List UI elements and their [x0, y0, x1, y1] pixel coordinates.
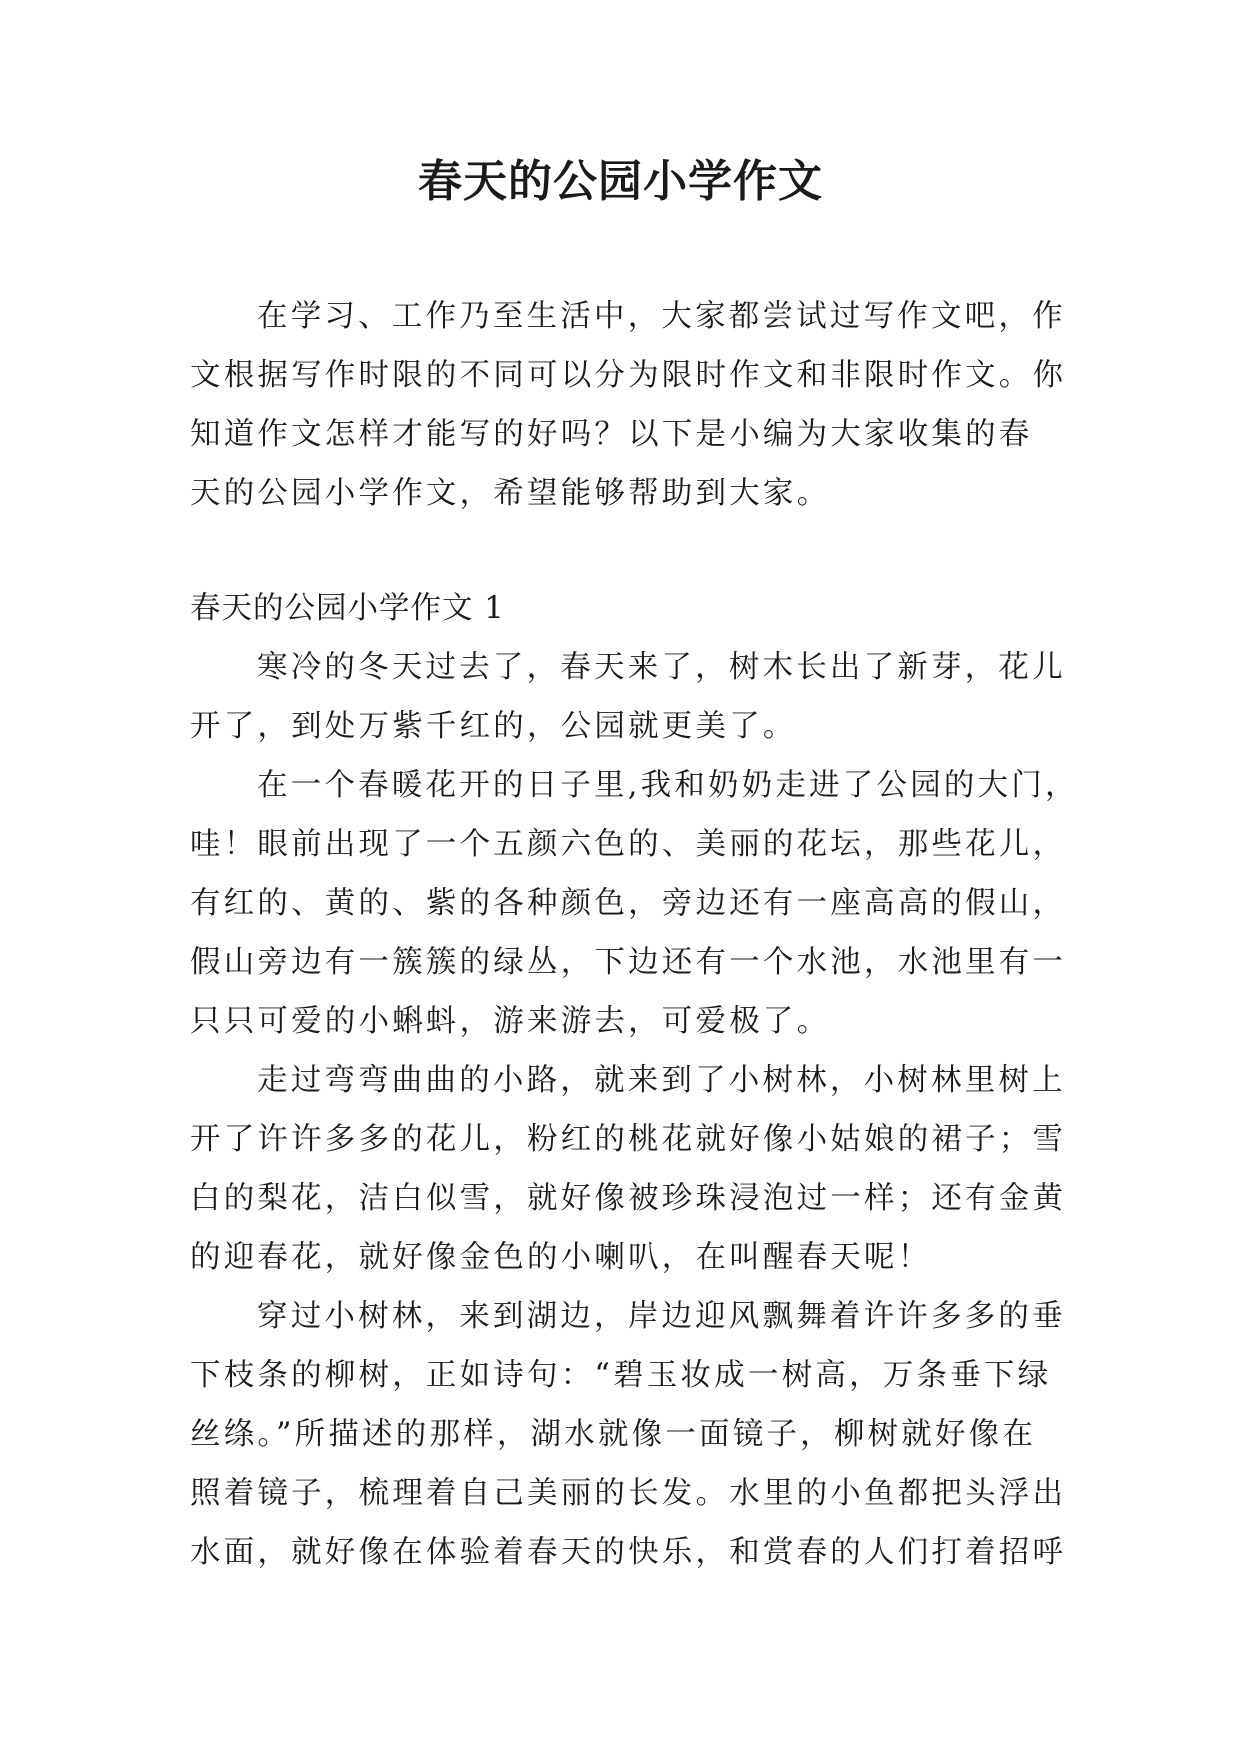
paragraph-line: 走过弯弯曲曲的小路，就来到了小树林，小树林里树上 — [257, 1063, 1066, 1098]
paragraph-line: 白的梨花，洁白似雪，就好像被珍珠浸泡过一样；还有金黄 — [190, 1181, 1067, 1216]
document-body — [190, 287, 1079, 1582]
body-paragraph — [190, 638, 1070, 756]
body-paragraph — [190, 1051, 1070, 1287]
intro-line: 天的公园小学作文，希望能够帮助到大家。 — [190, 476, 831, 511]
intro-line: 在学习、工作乃至生活中，大家都尝试过写作文吧，作 — [257, 299, 1066, 334]
body-paragraph — [190, 756, 1079, 1051]
paragraph-line: 寒冷的冬天过去了，春天来了，树木长出了新芽，花儿 — [257, 650, 1066, 685]
paragraph-line: 丝绦。”所描述的那样，湖水就像一面镜子，柳树就好像在 — [190, 1417, 1037, 1452]
paragraph-line: 水面，就好像在体验着春天的快乐，和赏春的人们打着招呼 — [190, 1535, 1067, 1570]
paragraph-line: 的迎春花，就好像金色的小喇叭，在叫醒春天呢！ — [190, 1240, 932, 1275]
paragraph-line: 在一个春暖花开的日子里,我和奶奶走进了公园的大门， — [257, 768, 1079, 803]
paragraph-line: 下枝条的柳树，正如诗句：“碧玉妆成一树高，万条垂下绿 — [190, 1358, 1052, 1393]
paragraph-line: 穿过小树林，来到湖边，岸边迎风飘舞着许许多多的垂 — [257, 1299, 1066, 1334]
intro-line: 文根据写作时限的不同可以分为限时作文和非限时作文。你 — [190, 358, 1067, 393]
paragraph-line: 开了，到处万紫千红的，公园就更美了。 — [190, 709, 797, 744]
intro-line: 知道作文怎样才能写的好吗？以下是小编为大家收集的春 — [190, 417, 1033, 452]
intro-paragraph — [190, 287, 1070, 523]
paragraph-line: 开了许许多多的花儿，粉红的桃花就好像小姑娘的裙子；雪 — [190, 1122, 1067, 1157]
section-heading: 春天的公园小学作文 1 — [190, 591, 505, 626]
spacer — [190, 523, 1070, 579]
body-paragraph — [190, 1287, 1070, 1582]
paragraph-line: 照着镜子，梳理着自己美丽的长发。水里的小鱼都把头浮出 — [190, 1476, 1067, 1511]
paragraph-line: 有红的、黄的、紫的各种颜色，旁边还有一座高高的假山， — [190, 886, 1067, 921]
document-title: 春天的公园小学作文 — [418, 156, 823, 207]
paragraph-line: 假山旁边有一簇簇的绿丛，下边还有一个水池，水池里有一 — [190, 945, 1067, 980]
paragraph-line: 哇！眼前出现了一个五颜六色的、美丽的花坛，那些花儿， — [190, 827, 1067, 862]
paragraph-line: 只只可爱的小蝌蚪，游来游去，可爱极了。 — [190, 1004, 831, 1039]
